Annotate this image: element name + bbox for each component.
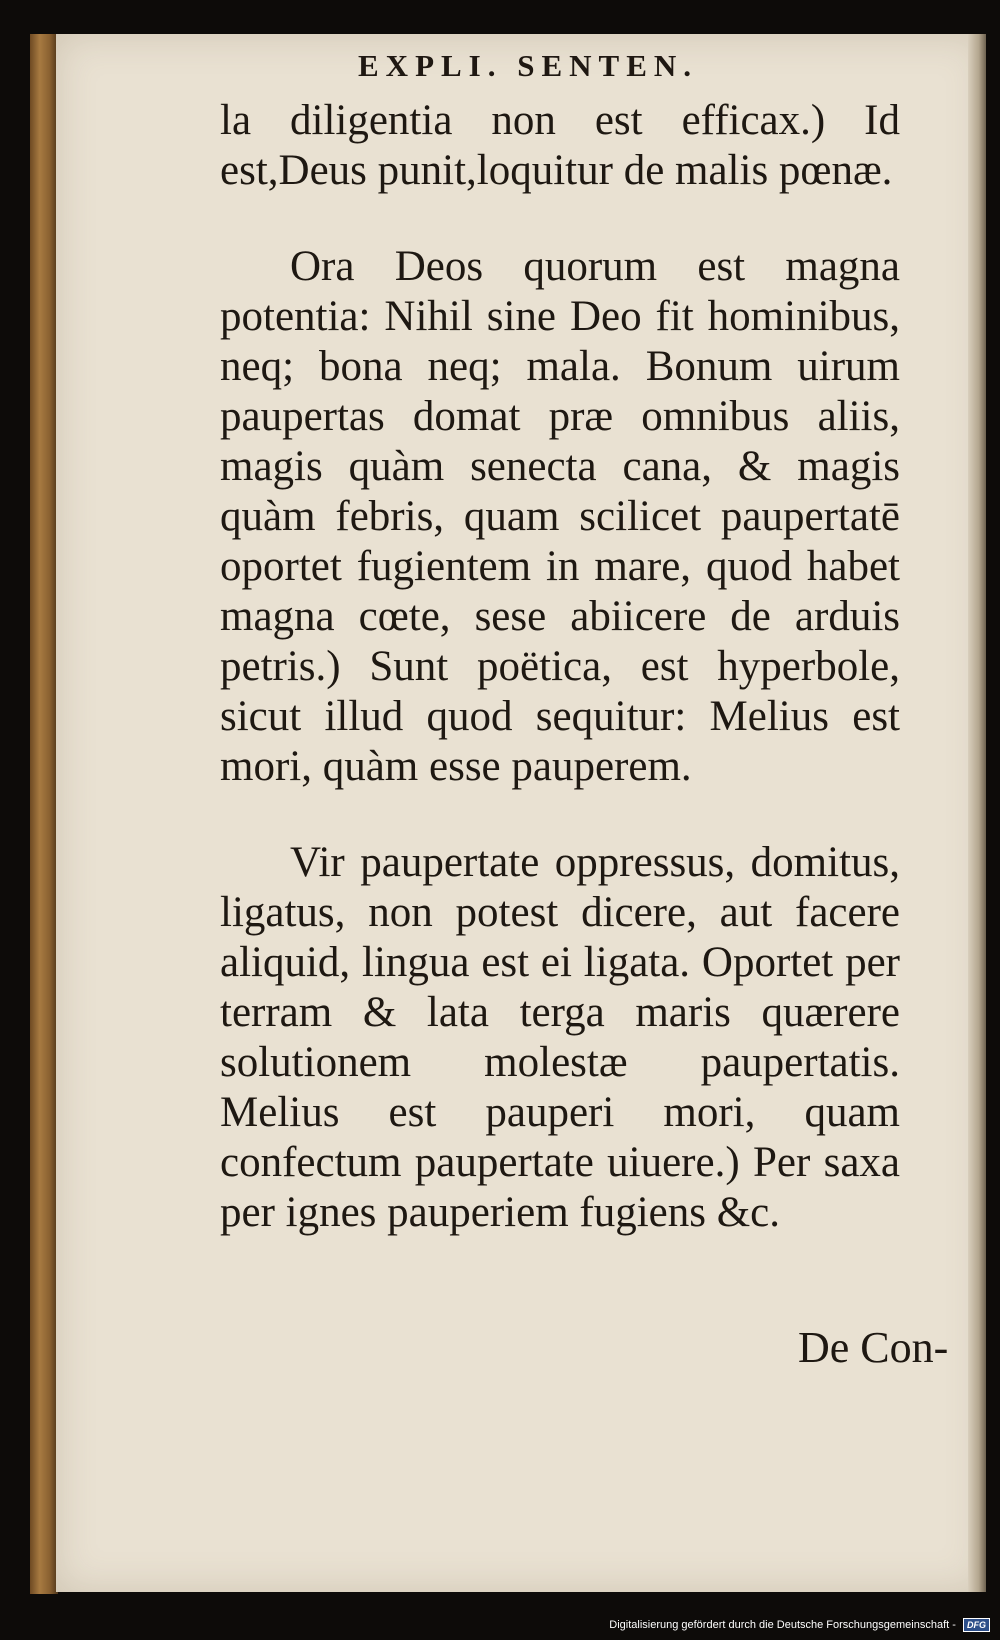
page-edge <box>968 34 986 1592</box>
paragraph-1: la diligentia non est efficax.) Id est,Deus punit,loquitur de malis pœnæ. <box>220 97 900 194</box>
running-head: EXPLI. SENTEN. <box>358 48 699 83</box>
book-binding-edge <box>30 34 58 1594</box>
page-body-text <box>220 96 900 1238</box>
paragraph-3: Vir paupertate oppressus, domitus, ligatus, non potest dicere, aut facere aliquid, lingua est ei ligata. Oportet per terram & lata terga maris quærere solutionem molestæ paupertatis. Melius est pauperi mori, quam confectum paupertate uiuere.) Per saxa per ignes pauperiem fugiens &c. <box>220 839 900 1236</box>
funding-credit: Digitalisierung gefördert durch die Deutsche Forschungsgemeinschaft - <box>609 1619 956 1632</box>
catchword: De Con- <box>798 1323 949 1372</box>
paragraph-2: Ora Deos quorum est magna potentia: Nihil sine Deo fit hominibus, neq; bona neq; mala. Bonum uirum paupertas domat præ omnibus aliis, magis quàm senecta cana, & magis quàm febris, quam scilicet paupertatē oportet fugientem in mare, quod habet magna cœte, sese abiicere de arduis petris.) Sunt poëtica, est hyperbole, sicut illud quod sequitur: Melius est mori, quàm esse pauperem. <box>220 243 900 790</box>
dfg-logo: DFG <box>963 1618 990 1632</box>
digitization-footer <box>0 1616 990 1636</box>
